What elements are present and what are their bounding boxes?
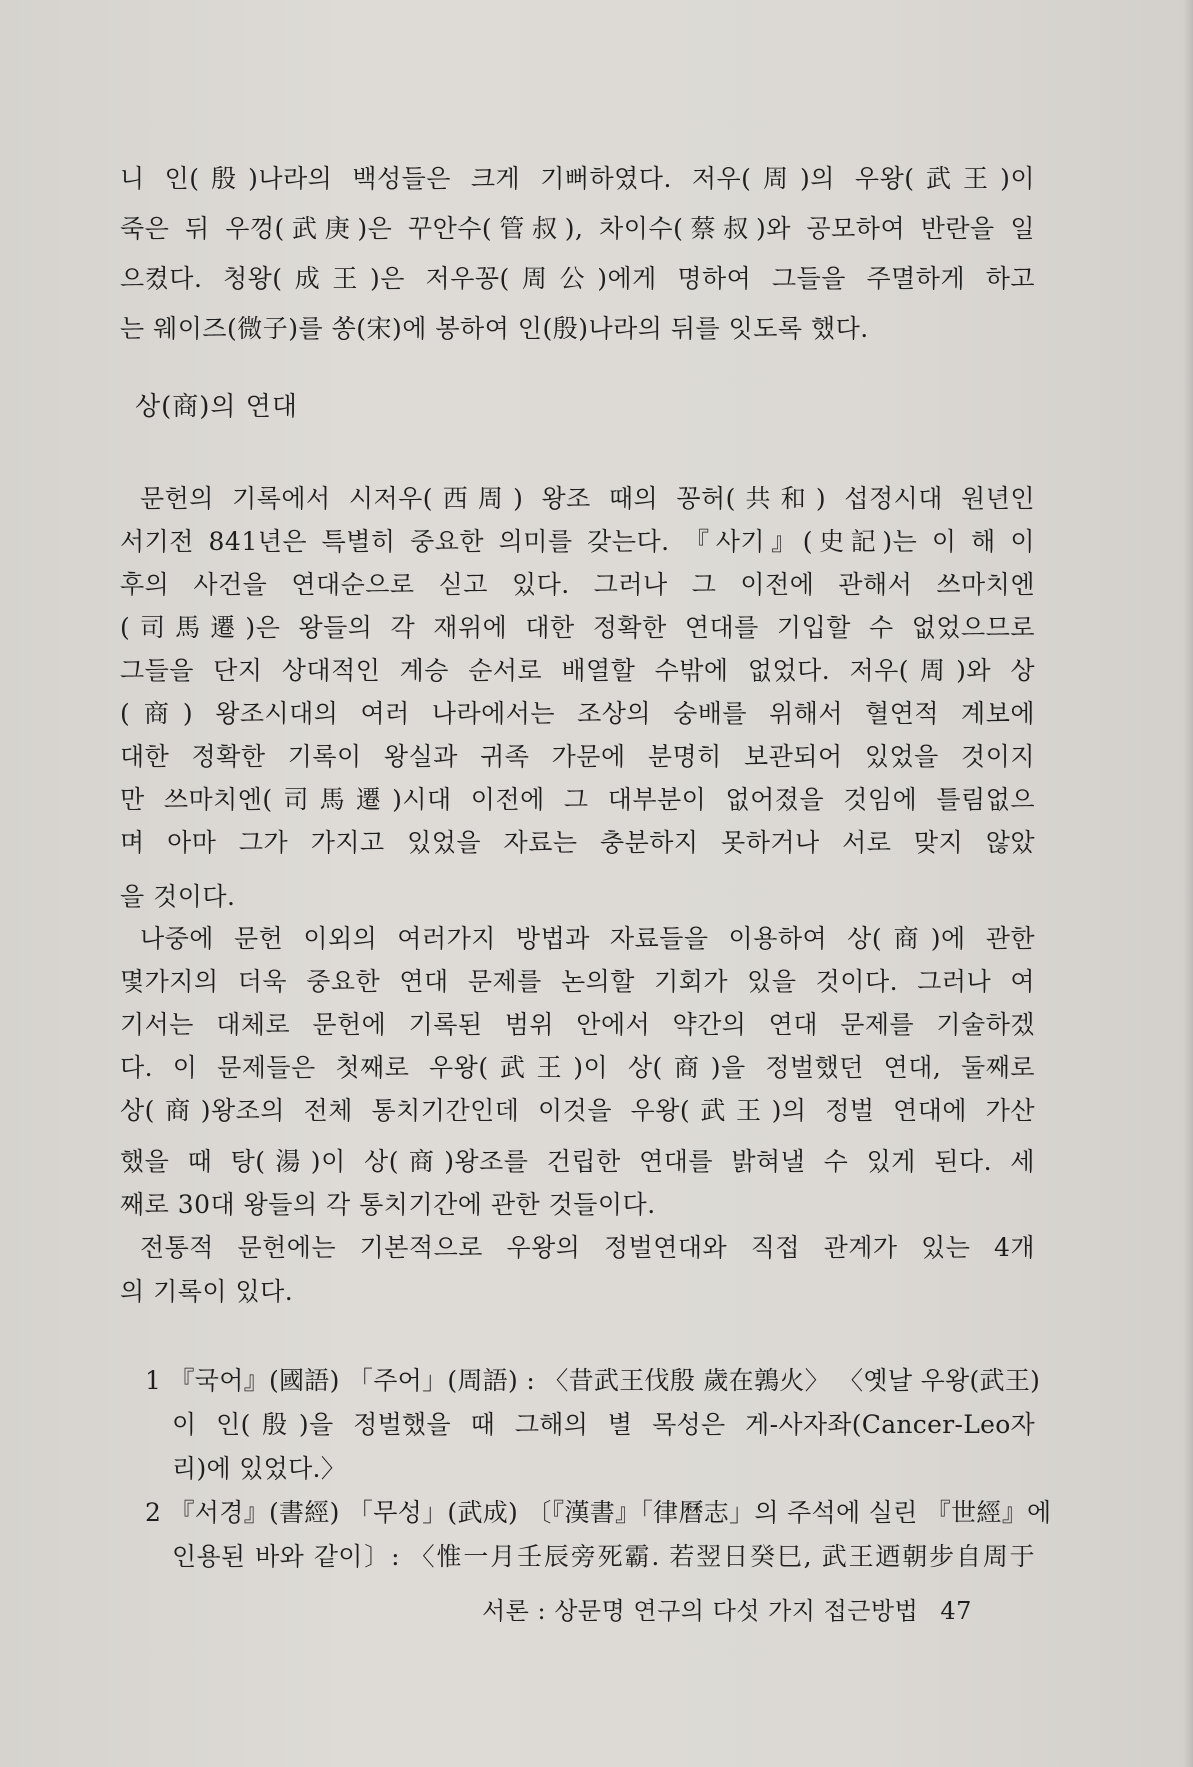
intro-line: 으켰다. 청왕(成王)은 저우꽁(周公)에게 명하여 그들을 주멸하게 하고 xyxy=(120,264,1035,293)
paragraph-line: 을 것이다. xyxy=(120,882,236,911)
paragraph-line: 며 아마 그가 가지고 있었을 자료는 충분하지 못하거나 서로 맞지 않았 xyxy=(120,828,1035,857)
intro-line: 니 인(殷)나라의 백성들은 크게 기뻐하였다. 저우(周)의 우왕(武王)이 xyxy=(120,164,1035,193)
section-heading: 상(商)의 연대 xyxy=(135,392,299,422)
paragraph-line: 만 쓰마치엔(司馬遷)시대 이전에 그 대부분이 없어졌을 것임에 틀림없으 xyxy=(120,785,1035,814)
paragraph-line: 후의 사건을 연대순으로 싣고 있다. 그러나 그 이전에 관해서 쓰마치엔 xyxy=(120,570,1035,599)
intro-line: 죽은 뒤 우껑(武庚)은 꾸안수(管叔), 차이수(蔡叔)와 공모하여 반란을 일 xyxy=(120,214,1035,243)
paragraph-line: 문헌의 기록에서 시저우(西周) 왕조 때의 꽁허(共和) 섭정시대 원년인 xyxy=(140,484,1035,513)
paragraph-line: (商) 왕조시대의 여러 나라에서는 조상의 숭배를 위해서 혈연적 계보에 xyxy=(120,699,1035,728)
list-item-continuation: 리)에 있었다.〉 xyxy=(172,1454,347,1483)
list-item-continuation: 이 인(殷)을 정벌했을 때 그해의 별 목성은 게-사자좌(Cancer-Leo자 xyxy=(172,1410,1035,1439)
running-footer xyxy=(482,1594,1012,1628)
intro-line: 는 웨이즈(微子)를 쏭(宋)에 봉하여 인(殷)나라의 뒤를 잇도록 했다. xyxy=(120,314,869,343)
paragraph-line: 서기전 841년은 특별히 중요한 의미를 갖는다. 『사기』(史記)는 이 해 이 xyxy=(120,527,1035,556)
paragraph-line: 째로 30대 왕들의 각 통치기간에 관한 것들이다. xyxy=(120,1190,656,1219)
paragraph-line: 했을 때 탕(湯)이 상(商)왕조를 건립한 연대를 밝혀낼 수 있게 된다. 세 xyxy=(120,1147,1035,1176)
paragraph-line: 기서는 대체로 문헌에 기록된 범위 안에서 약간의 연대 문제를 기술하겠 xyxy=(120,1010,1035,1039)
list-item: 1 『국어』(國語) 「주어」(周語) : 〈昔武王伐殷 歲在鶉火〉 〈옛날 우왕(武王) xyxy=(145,1366,1041,1395)
list-item-continuation: 인용된 바와 같이〕: 〈惟一月壬辰旁死霸. 若翌日癸巳, 武王迺朝步自周于 xyxy=(172,1542,1035,1571)
paragraph-line: 상(商)왕조의 전체 통치기간인데 이것을 우왕(武王)의 정벌 연대에 가산 xyxy=(120,1096,1035,1125)
paragraph-line: 다. 이 문제들은 첫째로 우왕(武王)이 상(商)을 정벌했던 연대, 둘째로 xyxy=(120,1053,1035,1082)
paragraph-line: (司馬遷)은 왕들의 각 재위에 대한 정확한 연대를 기입할 수 없었으므로 xyxy=(120,613,1035,642)
page-number: 47 xyxy=(940,1597,972,1625)
paragraph-line: 대한 정확한 기록이 왕실과 귀족 가문에 분명히 보관되어 있었을 것이지 xyxy=(120,742,1035,771)
running-title: 서론 : 상문명 연구의 다섯 가지 접근방법 xyxy=(482,1597,919,1625)
paragraph-line: 그들을 단지 상대적인 계승 순서로 배열할 수밖에 없었다. 저우(周)와 상 xyxy=(120,656,1035,685)
paragraph-line: 의 기록이 있다. xyxy=(120,1277,294,1306)
paragraph-line: 몇가지의 더욱 중요한 연대 문제를 논의할 기회가 있을 것이다. 그러나 여 xyxy=(120,967,1035,996)
paragraph-line: 전통적 문헌에는 기본적으로 우왕의 정벌연대와 직접 관계가 있는 4개 xyxy=(140,1233,1035,1262)
paragraph-line: 나중에 문헌 이외의 여러가지 방법과 자료들을 이용하여 상(商)에 관한 xyxy=(140,924,1035,953)
list-item: 2 『서경』(書經) 「무성」(武成) 〔『漢書』「律曆志」의 주석에 실린 『世經』에 xyxy=(145,1498,1052,1527)
